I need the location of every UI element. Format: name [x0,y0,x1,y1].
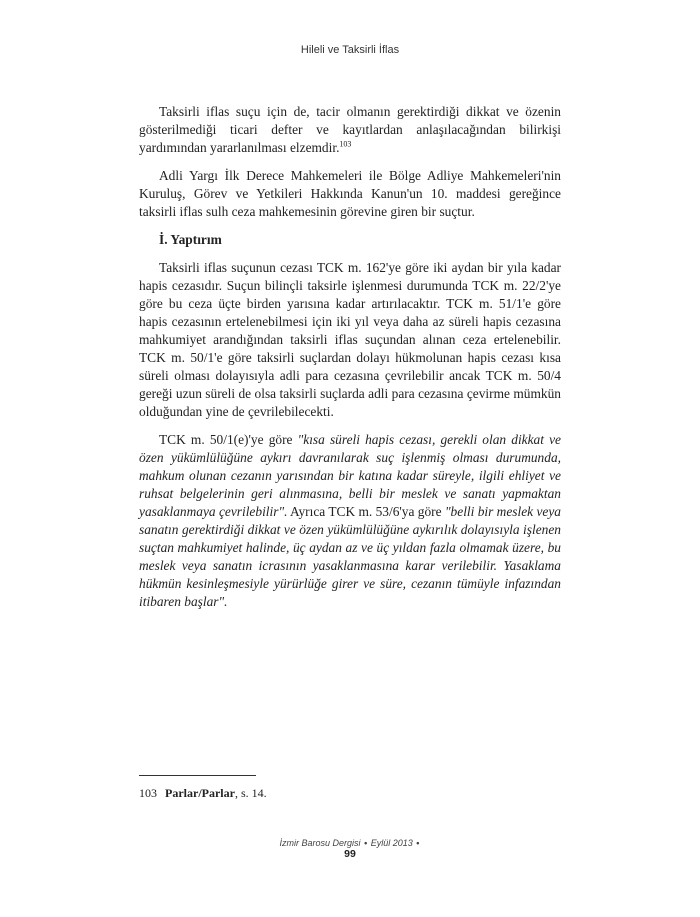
running-head: Hileli ve Taksirli İflas [300,44,400,56]
paragraph-text: Taksirli iflas suçu için de, tacir olmanın gerektirdiği dikkat ve özenin gösterilmediği ticari defter ve kayıtlardan anlaşılacağından bilirkişi yardımından yararlanılması elzemdir. [139,104,561,155]
paragraph-text: Ayrıca TCK m. 53/6'ya göre [287,504,445,519]
section-heading: İ. Yaptırım [159,232,222,247]
paragraph-text: TCK m. 50/1(e)'ye göre [159,432,298,447]
main-text [139,103,561,621]
footer-separator: • [364,838,368,848]
journal-name: İzmir Barosu Dergisi [279,838,361,848]
footnote-authors: Parlar/Parlar [165,786,235,800]
quotation: "kısa süreli hapis cezası, gerekli olan dikkat ve özen yükümlülüğüne aykırı davranılarak suç işlenmiş olması durumunda, mahkum olunan cezanın yarısından bir katına kadar süreyle, ilgili ehliyet ve ruhsat belgelerinin geri alınmasına, belli bir meslek ve sanatı yapmaktan yasaklanmaya çevrilebilir". [139,432,561,519]
paragraph: Adli Yargı İlk Derece Mahkemeleri ile Bölge Adliye Mahkemeleri'nin Kuruluş, Görev ve Yetkileri Hakkında Kanun'un 10. maddesi gereğince taksirli iflas sulh ceza mahkemesinin görevine giren bir suçtur. [139,168,561,219]
footnote-number: 103 [139,786,157,800]
footnote-reference[interactable]: 103 [339,139,352,149]
footnote-citation: , s. 14. [234,786,267,800]
footer-separator: • [416,838,420,848]
footnote [139,786,267,801]
paragraph: Taksirli iflas suçunun cezası TCK m. 162'ye göre iki aydan bir yıla kadar hapis cezasıdır. Suçun bilinçli taksirle işlenmesi durumunda TCK m. 22/2'ye göre bu ceza üçte birden yarısına kadar artırılacaktır. TCK m. 51/1'e göre hapis cezasının ertelenebilmesi için iki yıl veya daha az süreli hapis cezasına mahkumiyet arandığından taksirli iflas suçundan alınan ceza ertelenebilir. TCK m. 50/1'e göre taksirli suçlardan dolayı hükmolunan hapis cezası kısa süreli olması dolayısıyla adli para cezasına çevrilebilir ancak TCK m. 50/4 gereği uzun süreli de olsa taksirli suçlarda adli para cezasına çevirme mümkün olduğundan yine de çevrilebilecekti. [139,260,561,419]
paragraph [139,431,561,611]
footnote-divider [139,775,256,776]
issue-date: Eylül 2013 [370,838,413,848]
paragraph [139,103,561,157]
page-footer [275,838,425,860]
page-number: 99 [344,848,356,860]
quotation: "belli bir meslek veya sanatın gerektirdiği dikkat ve özen yükümlülüğüne aykırılık dolayısıyla işlenen suçtan mahkumiyet halinde, üç aydan az ve üç yıldan fazla olmamak üzere, bu meslek veya sanatın icrasının yasaklanmasına karar verilebilir. Yasaklama hükmün kesinleşmesiyle yürürlüğe girer ve süre, cezanın tümüyle infazından itibaren başlar". [139,504,561,609]
